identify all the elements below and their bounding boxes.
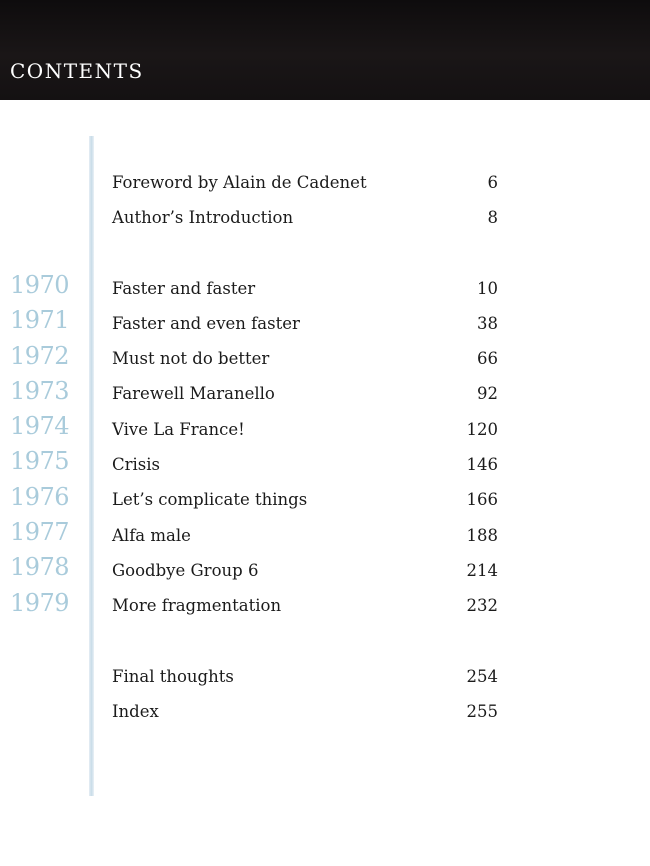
year-label: 1970 [10, 271, 70, 299]
toc-entry-foreword[interactable] [112, 170, 498, 196]
toc-entry-title: Farewell Maranello [112, 384, 275, 403]
toc-entry-title: Index [112, 702, 159, 721]
toc-entry-chapter[interactable] [112, 346, 498, 372]
toc-entry-title: Vive La France! [112, 420, 245, 439]
header-band [0, 0, 650, 100]
toc-entry-page: 188 [466, 526, 498, 545]
toc-entry-title: Goodbye Group 6 [112, 561, 259, 580]
page-title: CONTENTS [10, 59, 144, 83]
toc-entry-chapter[interactable] [112, 417, 498, 443]
year-label: 1978 [10, 553, 70, 581]
year-label: 1972 [10, 342, 70, 370]
toc-entry-chapter[interactable] [112, 487, 498, 513]
year-label: 1974 [10, 412, 70, 440]
toc-entry-title: Let’s complicate things [112, 490, 308, 509]
year-label: 1977 [10, 518, 70, 546]
year-label: 1979 [10, 589, 70, 617]
toc-entry-title: Foreword by Alain de Cadenet [112, 173, 367, 192]
toc-entry-page: 232 [466, 596, 498, 615]
toc-entry-page: 214 [466, 561, 498, 580]
toc-entry-chapter[interactable] [112, 452, 498, 478]
year-label: 1971 [10, 306, 70, 334]
year-label: 1973 [10, 377, 70, 405]
toc-entry-page: 146 [466, 455, 498, 474]
year-label: 1975 [10, 447, 70, 475]
toc-entry-page: 92 [477, 384, 498, 403]
year-label: 1976 [10, 483, 70, 511]
toc-entry-chapter[interactable] [112, 381, 498, 407]
toc-entry-page: 255 [466, 702, 498, 721]
toc-entry-page: 6 [487, 173, 498, 192]
toc-entry-chapter[interactable] [112, 276, 498, 302]
toc-entry-page: 66 [477, 349, 498, 368]
toc-entry-chapter[interactable] [112, 593, 498, 619]
toc-entry-page: 166 [466, 490, 498, 509]
toc-entry-title: Crisis [112, 455, 161, 474]
toc-entry-title: More fragmentation [112, 596, 282, 615]
toc-entry-title: Faster and faster [112, 279, 256, 298]
toc-entry-title: Must not do better [112, 349, 270, 368]
toc-entry-chapter[interactable] [112, 311, 498, 337]
toc-entry-page: 254 [466, 667, 498, 686]
vertical-divider [89, 136, 94, 796]
toc-entry-introduction[interactable] [112, 205, 498, 231]
toc-entry-chapter[interactable] [112, 523, 498, 549]
toc-entry-title: Final thoughts [112, 667, 234, 686]
toc-entry-page: 120 [466, 420, 498, 439]
toc-entry-title: Faster and even faster [112, 314, 300, 333]
toc-entry-page: 10 [477, 279, 498, 298]
toc-entry-chapter[interactable] [112, 558, 498, 584]
toc-entry-index[interactable] [112, 699, 498, 725]
toc-entry-title: Alfa male [112, 526, 191, 545]
toc-entry-page: 38 [477, 314, 498, 333]
toc-entry-final-thoughts[interactable] [112, 664, 498, 690]
toc-entry-page: 8 [487, 208, 498, 227]
toc-entry-title: Author’s Introduction [112, 208, 294, 227]
